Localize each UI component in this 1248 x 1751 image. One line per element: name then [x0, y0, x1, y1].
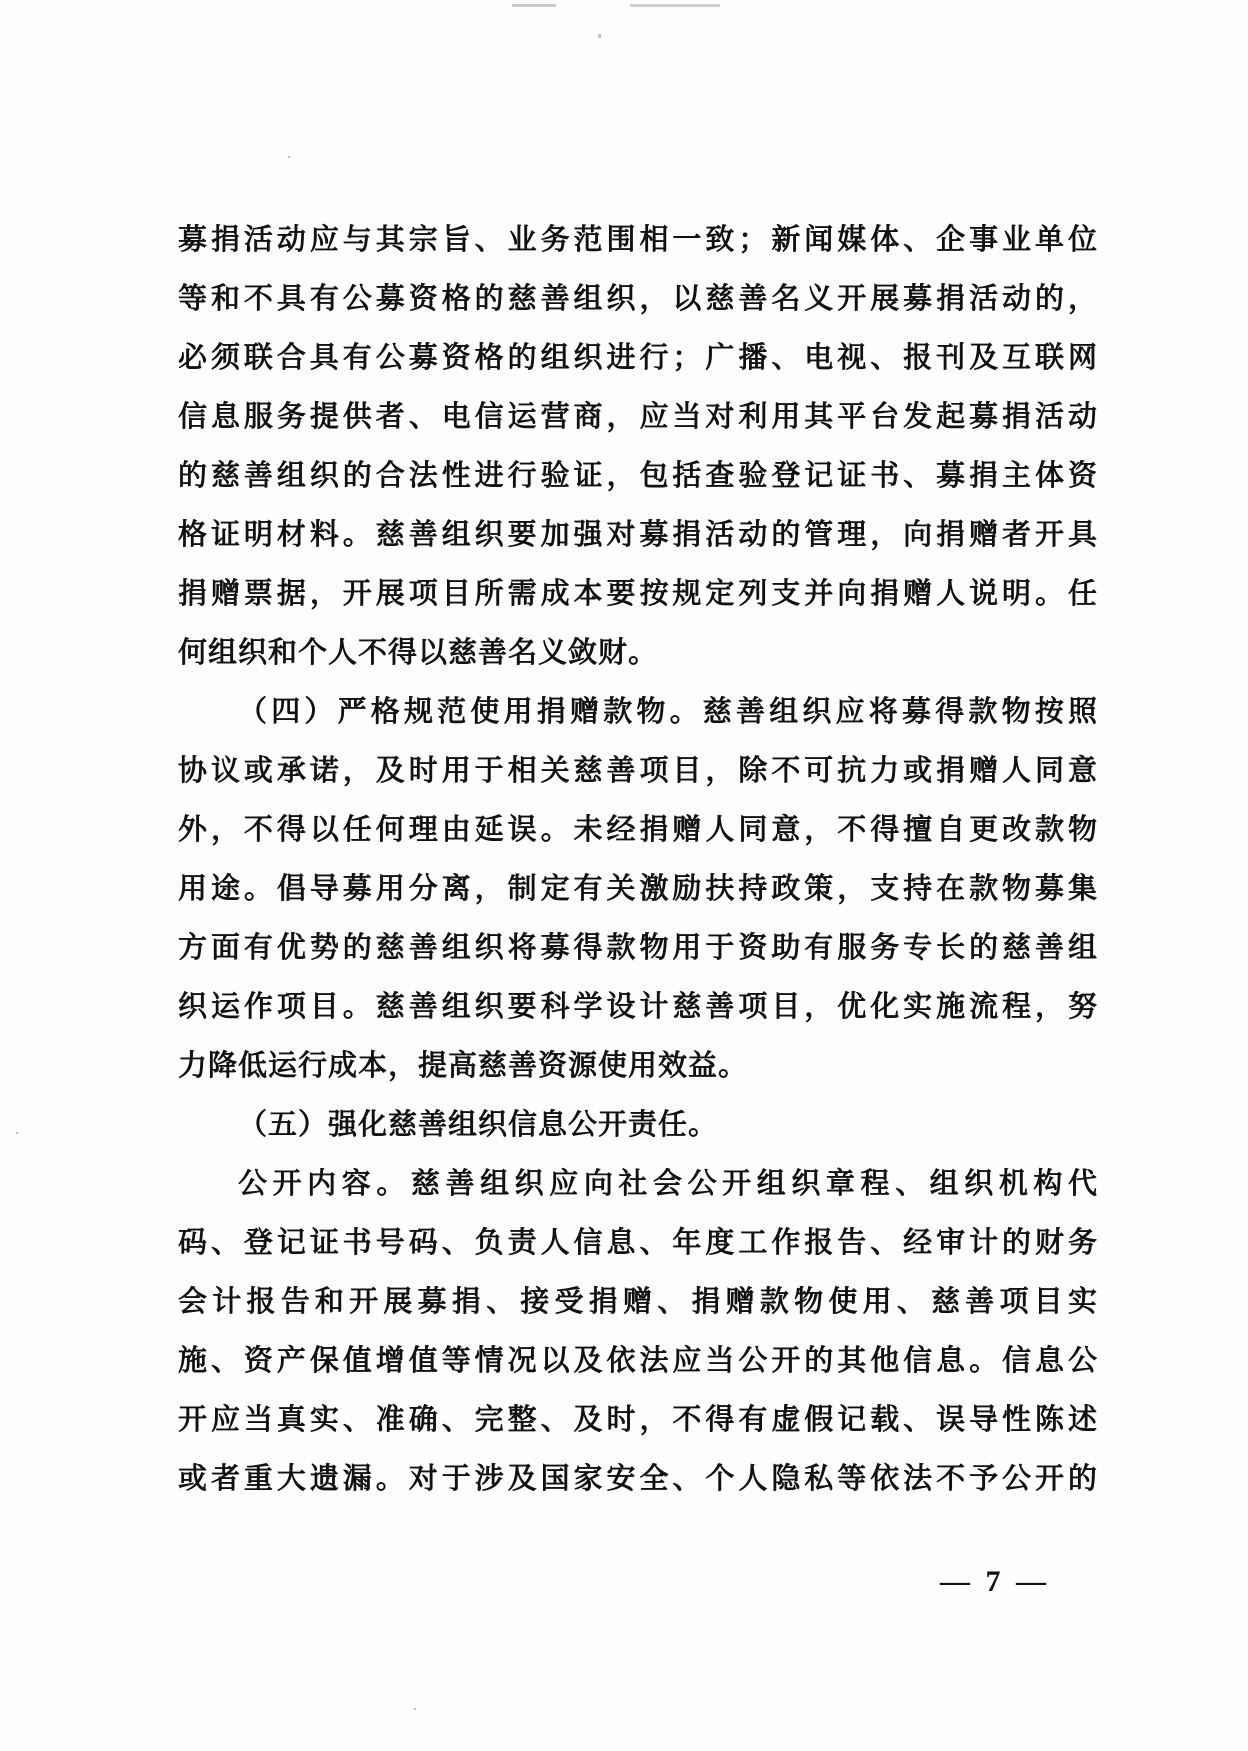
scan-artifact-top-right — [630, 4, 720, 7]
scan-artifact-left — [16, 1132, 18, 1134]
scan-artifact-bottom — [414, 1708, 416, 1710]
scan-artifact-top — [512, 4, 556, 7]
text-line: 募捐活动应与其宗旨、业务范围相一致；新闻媒体、企事业单位 — [178, 222, 1098, 256]
text-line: 等和不具有公募资格的慈善组织，以慈善名义开展募捐活动的， — [178, 281, 1098, 315]
text-line: 何组织和个人不得以慈善名义敛财。 — [178, 635, 659, 669]
scan-artifact-dot-2 — [288, 156, 290, 158]
text-line: 用途。倡导募用分离，制定有关激励扶持政策，支持在款物募集 — [178, 871, 1098, 905]
text-line: 码、登记证书号码、负责人信息、年度工作报告、经审计的财务 — [178, 1225, 1098, 1259]
text-line: 开应当真实、准确、完整、及时，不得有虚假记载、误导性陈述 — [178, 1402, 1098, 1436]
text-line: 方面有优势的慈善组织将募得款物用于资助有服务专长的慈善组 — [178, 930, 1098, 964]
text-line: 协议或承诺，及时用于相关慈善项目，除不可抗力或捐赠人同意 — [178, 753, 1098, 787]
text-line: 捐赠票据，开展项目所需成本要按规定列支并向捐赠人说明。任 — [178, 576, 1098, 610]
text-line: 外，不得以任何理由延误。未经捐赠人同意，不得擅自更改款物 — [178, 812, 1098, 846]
section-heading-4: （四）严格规范使用捐赠款物。慈善组织应将募得款物按照 — [238, 694, 1098, 728]
text-line: 信息服务提供者、电信运营商，应当对利用其平台发起募捐活动 — [178, 399, 1098, 433]
section-heading-5: （五）强化慈善组织信息公开责任。 — [238, 1107, 719, 1141]
text-line: 格证明材料。慈善组织要加强对募捐活动的管理，向捐赠者开具 — [178, 517, 1098, 551]
page-number: — 7 — — [940, 1565, 1050, 1598]
text-line: 公开内容。慈善组织应向社会公开组织章程、组织机构代 — [238, 1166, 1098, 1200]
text-line: 或者重大遗漏。对于涉及国家安全、个人隐私等依法不予公开的 — [178, 1461, 1098, 1495]
text-line: 的慈善组织的合法性进行验证，包括查验登记证书、募捐主体资 — [178, 458, 1098, 492]
text-line: 力降低运行成本，提高慈善资源使用效益。 — [178, 1048, 749, 1082]
text-line: 会计报告和开展募捐、接受捐赠、捐赠款物使用、慈善项目实 — [178, 1284, 1098, 1318]
body-text — [178, 210, 1098, 1508]
scan-artifact-dot — [598, 34, 601, 38]
text-line: 施、资产保值增值等情况以及依法应当公开的其他信息。信息公 — [178, 1343, 1098, 1377]
text-line: 织运作项目。慈善组织要科学设计慈善项目，优化实施流程，努 — [178, 989, 1098, 1023]
text-line: 必须联合具有公募资格的组织进行；广播、电视、报刊及互联网 — [178, 340, 1098, 374]
